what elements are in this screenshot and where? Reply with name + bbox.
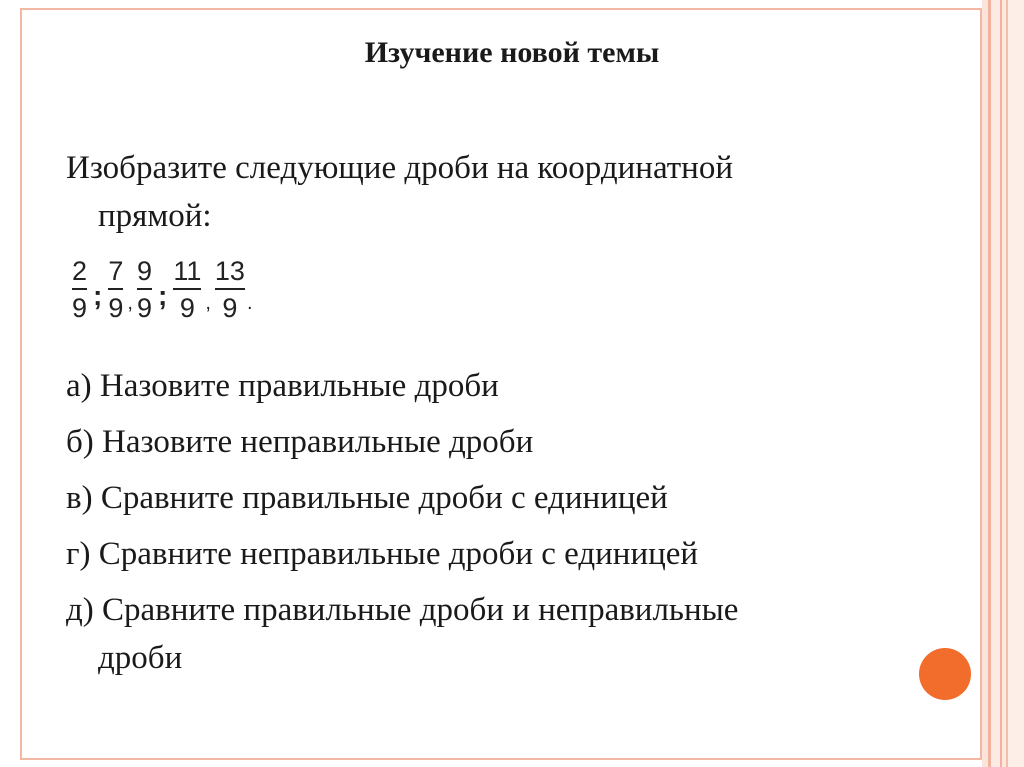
fraction-numerator: 9 (136, 256, 152, 286)
fraction-numerator: 11 (173, 256, 202, 286)
fraction (72, 256, 87, 323)
task-intro (66, 144, 906, 240)
question-c: в) Сравните правильные дроби с единицей (66, 480, 668, 516)
fraction-denominator: 9 (179, 293, 195, 323)
fraction-denominator: 9 (136, 293, 152, 323)
fraction-separator: , (205, 292, 211, 314)
fraction-separator: ; (157, 279, 168, 311)
fraction (173, 256, 201, 323)
question-e (66, 586, 906, 682)
decorative-stripes (982, 0, 1024, 767)
question-e-line2: дроби (98, 640, 183, 676)
question-a: а) Назовите правильные дроби (66, 368, 499, 404)
fraction (108, 256, 123, 323)
fraction-end-mark: . (246, 292, 253, 314)
fraction (215, 256, 245, 323)
task-intro-line2: прямой: (98, 198, 212, 234)
fraction-separator: , (127, 292, 133, 314)
fraction-numerator: 2 (72, 256, 88, 286)
question-e-line1: д) Сравните правильные дроби и неправильные (66, 592, 739, 628)
fraction-numerator: 7 (108, 256, 124, 286)
fraction-numerator: 13 (214, 256, 245, 286)
fraction-denominator: 9 (108, 293, 124, 323)
fraction-denominator: 9 (72, 293, 88, 323)
question-d: г) Сравните неправильные дроби с единицей (66, 536, 699, 572)
fraction-denominator: 9 (222, 293, 238, 323)
question-b: б) Назовите неправильные дроби (66, 424, 534, 460)
slide-title: Изучение новой темы (364, 36, 660, 69)
fraction (137, 256, 152, 323)
fraction-separator: ; (93, 279, 103, 311)
orange-circle-icon (913, 642, 977, 706)
fractions-list (72, 256, 253, 323)
questions-list (66, 362, 906, 682)
task-intro-line1: Изобразите следующие дроби на координатной (66, 150, 733, 186)
